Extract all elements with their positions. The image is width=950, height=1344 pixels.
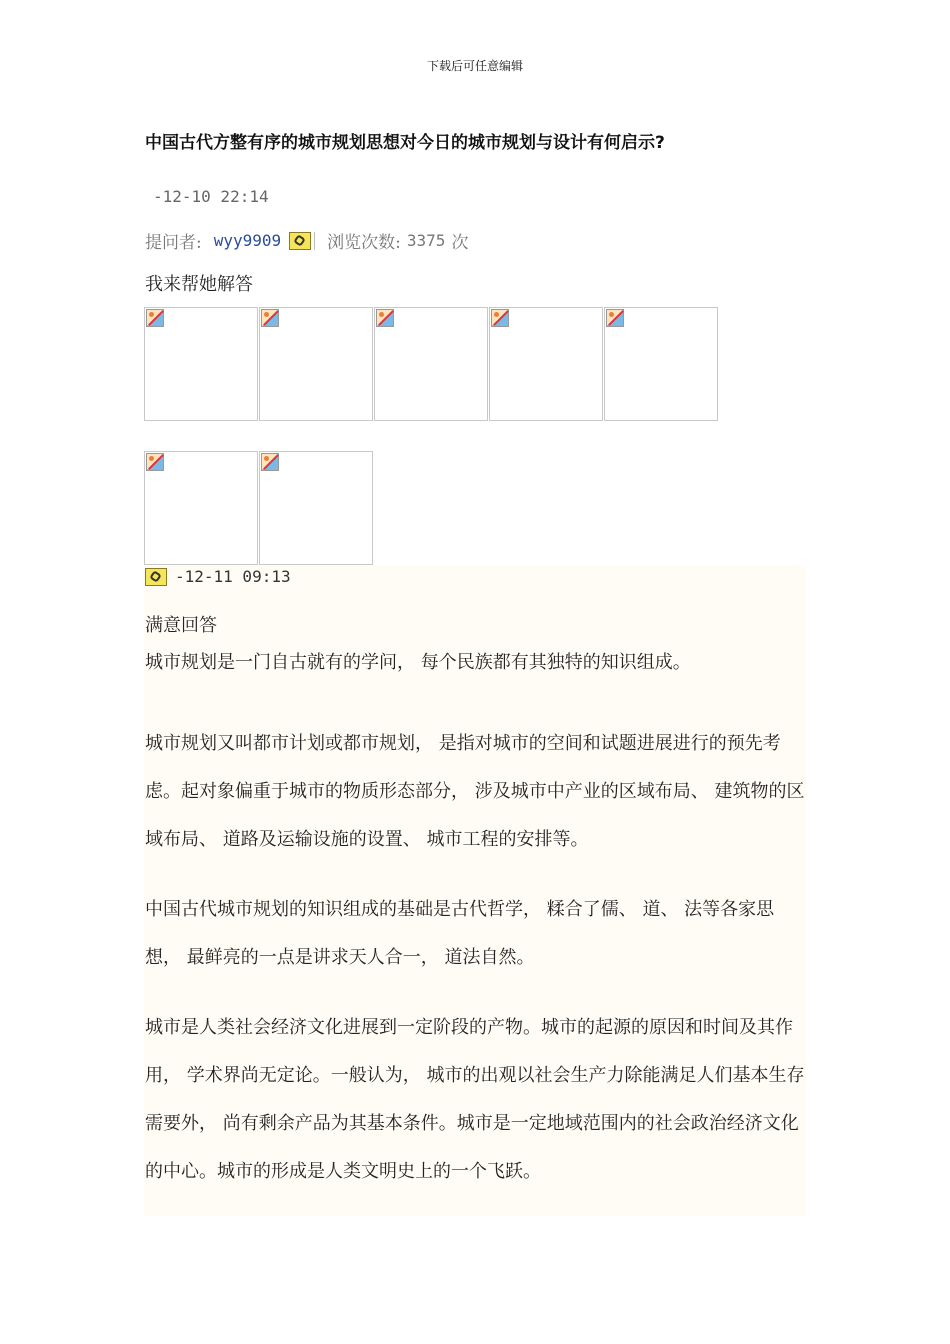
image-placeholder[interactable] [374, 307, 488, 421]
image-row-1 [144, 307, 719, 421]
answer-content [145, 650, 807, 1218]
page-header: 下载后可任意编辑 [426, 59, 523, 73]
broken-image-icon [376, 309, 394, 327]
image-placeholder[interactable] [259, 451, 373, 565]
broken-image-icon [146, 309, 164, 327]
broken-image-icon [606, 309, 624, 327]
broken-image-icon [491, 309, 509, 327]
views-count: 3375 [406, 231, 446, 250]
help-answer-link[interactable]: 我来帮她解答 [145, 274, 253, 295]
image-placeholder[interactable] [144, 307, 258, 421]
image-placeholder[interactable] [144, 451, 258, 565]
image-placeholder[interactable] [604, 307, 718, 421]
answer-paragraph: 城市是人类社会经济文化进展到一定阶段的产物。城市的起源的原因和时间及其作用， 学术界尚无定论。一般认为， 城市的出观以社会生产力除能满足人们基本生存需要外， 尚有剩余产品为其基本条件。城市是一定地域范围内的社会政治经济文化的中心。城市的形成是人类文明史上的一个飞跃。 [145, 1017, 805, 1182]
image-placeholder[interactable] [259, 307, 373, 421]
broken-image-icon [261, 453, 279, 471]
user-badge-icon [145, 568, 167, 586]
answer-paragraph: 城市规划是一门自古就有的学问， 每个民族都有其独特的知识组成。 [145, 652, 691, 673]
broken-image-icon [146, 453, 164, 471]
image-row-2 [144, 451, 374, 565]
image-placeholder[interactable] [489, 307, 603, 421]
asker-label: 提问者: [145, 233, 202, 253]
badge-divider [314, 232, 315, 250]
question-meta [145, 228, 468, 253]
asker-link[interactable]: wyy9909 [213, 231, 282, 250]
broken-image-icon [261, 309, 279, 327]
answer-paragraph: 城市规划又叫都市计划或都市规划， 是指对城市的空间和试题进展进行的预先考虑。起对象偏重于城市的物质形态部分， 涉及城市中产业的区域布局、 建筑物的区域布局、 道路及运输设施的设置、 城市工程的安排等。 [145, 733, 805, 850]
answer-paragraph: 中国古代城市规划的知识组成的基础是古代哲学， 糅合了儒、 道、 法等各家思想， 最鲜亮的一点是讲求天人合一， 道法自然。 [145, 899, 775, 968]
answer-date: -12-11 09:13 [175, 567, 291, 586]
question-date: -12-10 22:14 [153, 187, 269, 206]
answer-meta [145, 567, 291, 586]
user-badge-icon [289, 232, 311, 250]
satisfied-answer-label: 满意回答 [145, 615, 217, 636]
question-title: 中国古代方整有序的城市规划思想对今日的城市规划与设计有何启示? [145, 133, 665, 153]
views-unit: 次 [451, 233, 469, 253]
views-label: 浏览次数: [327, 233, 401, 253]
